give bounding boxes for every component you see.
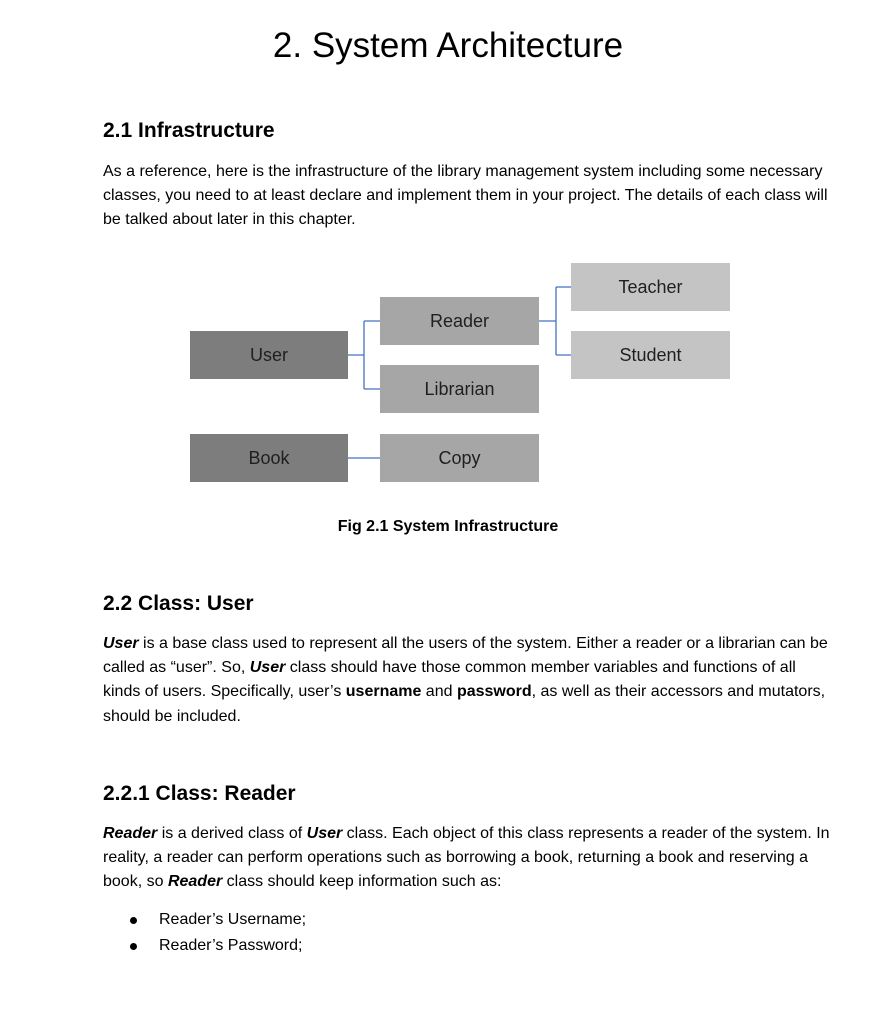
diagram-node-reader: Reader bbox=[380, 297, 539, 345]
figure-caption: Fig 2.1 System Infrastructure bbox=[337, 518, 559, 535]
diagram-node-copy: Copy bbox=[380, 434, 539, 482]
connector-user-reader-librarian bbox=[348, 321, 380, 389]
diagram-node-student: Student bbox=[571, 331, 730, 379]
section-2-2-paragraph: User is a base class used to represent all the users of the system. Either a reader or a librarian can be called as “user”. So, User class should have those common member variables and functions of all kinds of users. Specifically, user’s username and password, as well as their accessors and mutators, should be included. bbox=[103, 635, 828, 725]
emph-password: password bbox=[456, 683, 532, 701]
diagram-node-user: User bbox=[190, 331, 348, 379]
emph-username: username bbox=[345, 683, 422, 701]
bullet-icon bbox=[130, 917, 137, 924]
list-item: Reader’s Password; bbox=[103, 933, 306, 959]
diagram-node-book: Book bbox=[190, 434, 348, 482]
section-heading-2-2: 2.2 Class: User bbox=[103, 592, 254, 615]
emph-user-3: User bbox=[306, 825, 343, 842]
list-item: Reader’s Username; bbox=[103, 907, 306, 933]
bullet-icon bbox=[130, 943, 137, 950]
section-2-1-paragraph: As a reference, here is the infrastructure of the library management system including some necessary classes, you need to at least declare and implement them in your project. The details of each class will be talked about later in this chapter. bbox=[103, 163, 828, 229]
section-2-2-1-paragraph: Reader is a derived class of User class. Each object of this class represents a reader of the system. In reality, a reader can perform operations such as borrowing a book, returning a book and reserving a book, so Reader class should keep information such as: bbox=[103, 825, 830, 891]
section-heading-2-1: 2.1 Infrastructure bbox=[103, 119, 275, 142]
section-heading-2-2-1: 2.2.1 Class: Reader bbox=[103, 782, 296, 805]
reader-fields-list bbox=[103, 907, 306, 959]
emph-user-2: User bbox=[249, 659, 286, 677]
diagram-node-librarian: Librarian bbox=[380, 365, 539, 413]
diagram-node-teacher: Teacher bbox=[571, 263, 730, 311]
emph-reader-2: Reader bbox=[167, 873, 223, 891]
connector-reader-teacher-student bbox=[539, 287, 571, 355]
emph-user: User bbox=[103, 635, 139, 652]
emph-reader: Reader bbox=[103, 825, 158, 842]
page-title: 2. System Architecture bbox=[272, 26, 624, 65]
